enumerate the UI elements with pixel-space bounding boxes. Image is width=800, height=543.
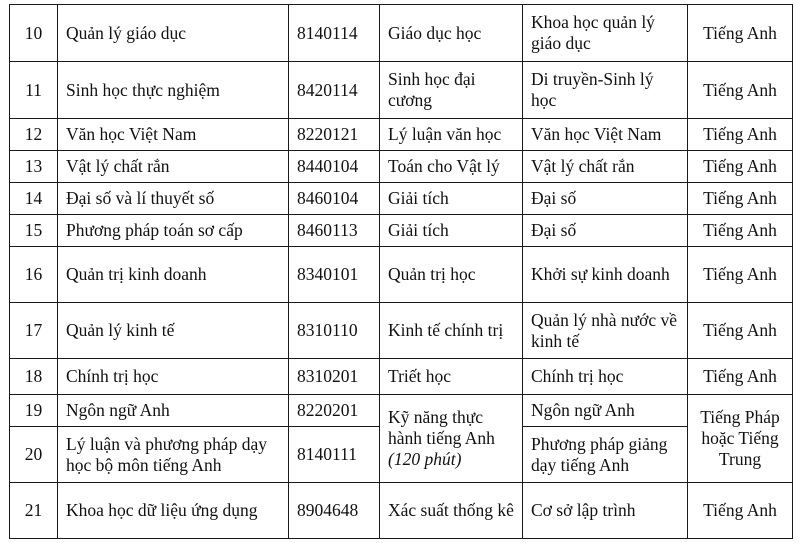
major-name: Văn học Việt Nam bbox=[58, 119, 289, 151]
basic-subject-merged bbox=[380, 395, 523, 483]
major-code: 8220121 bbox=[289, 119, 380, 151]
foreign-language-merged: Tiếng Pháp hoặc Tiếng Trung bbox=[688, 395, 793, 483]
major-code: 8904648 bbox=[289, 483, 380, 539]
major-name: Quản lý giáo dục bbox=[58, 5, 289, 62]
foreign-language: Tiếng Anh bbox=[688, 5, 793, 62]
major-name: Khoa học dữ liệu ứng dụng bbox=[58, 483, 289, 539]
basic-subject: Lý luận văn học bbox=[380, 119, 523, 151]
foreign-language: Tiếng Anh bbox=[688, 119, 793, 151]
table-row bbox=[10, 183, 793, 215]
row-number: 18 bbox=[10, 359, 58, 395]
major-name: Lý luận và phương pháp dạy học bộ môn tiếng Anh bbox=[58, 427, 289, 483]
specialized-subject: Chính trị học bbox=[523, 359, 688, 395]
table-row bbox=[10, 5, 793, 62]
row-number: 15 bbox=[10, 215, 58, 247]
table-row bbox=[10, 119, 793, 151]
major-code: 8460113 bbox=[289, 215, 380, 247]
foreign-language: Tiếng Anh bbox=[688, 359, 793, 395]
table-row bbox=[10, 359, 793, 395]
admission-subjects-table bbox=[9, 4, 793, 539]
major-code: 8460104 bbox=[289, 183, 380, 215]
basic-subject: Xác suất thống kê bbox=[380, 483, 523, 539]
basic-subject: Quản trị học bbox=[380, 247, 523, 303]
row-number: 10 bbox=[10, 5, 58, 62]
foreign-language: Tiếng Anh bbox=[688, 215, 793, 247]
row-number: 12 bbox=[10, 119, 58, 151]
basic-subject: Giải tích bbox=[380, 215, 523, 247]
specialized-subject: Cơ sở lập trình bbox=[523, 483, 688, 539]
major-code: 8340101 bbox=[289, 247, 380, 303]
basic-subject: Sinh học đại cương bbox=[380, 62, 523, 119]
major-name: Quản lý kinh tế bbox=[58, 303, 289, 359]
specialized-subject: Khoa học quản lý giáo dục bbox=[523, 5, 688, 62]
row-number: 17 bbox=[10, 303, 58, 359]
basic-subject-text: Kỹ năng thực hành tiếng Anh bbox=[388, 407, 495, 448]
major-code: 8220201 bbox=[289, 395, 380, 427]
major-name: Ngôn ngữ Anh bbox=[58, 395, 289, 427]
major-code: 8140114 bbox=[289, 5, 380, 62]
specialized-subject: Phương pháp giảng dạy tiếng Anh bbox=[523, 427, 688, 483]
major-code: 8310201 bbox=[289, 359, 380, 395]
specialized-subject: Đại số bbox=[523, 215, 688, 247]
row-number: 11 bbox=[10, 62, 58, 119]
specialized-subject: Quản lý nhà nước về kinh tế bbox=[523, 303, 688, 359]
foreign-language: Tiếng Anh bbox=[688, 183, 793, 215]
specialized-subject: Đại số bbox=[523, 183, 688, 215]
major-name: Chính trị học bbox=[58, 359, 289, 395]
major-name: Vật lý chất rắn bbox=[58, 151, 289, 183]
table-row bbox=[10, 215, 793, 247]
table-row bbox=[10, 62, 793, 119]
row-number: 21 bbox=[10, 483, 58, 539]
foreign-language: Tiếng Anh bbox=[688, 247, 793, 303]
foreign-language: Tiếng Anh bbox=[688, 483, 793, 539]
table-row bbox=[10, 303, 793, 359]
exam-duration-note: (120 phút) bbox=[388, 449, 462, 469]
basic-subject: Giáo dục học bbox=[380, 5, 523, 62]
basic-subject: Kinh tế chính trị bbox=[380, 303, 523, 359]
specialized-subject: Vật lý chất rắn bbox=[523, 151, 688, 183]
basic-subject: Triết học bbox=[380, 359, 523, 395]
row-number: 14 bbox=[10, 183, 58, 215]
major-name: Đại số và lí thuyết số bbox=[58, 183, 289, 215]
major-code: 8420114 bbox=[289, 62, 380, 119]
major-code: 8440104 bbox=[289, 151, 380, 183]
row-number: 13 bbox=[10, 151, 58, 183]
specialized-subject: Ngôn ngữ Anh bbox=[523, 395, 688, 427]
major-name: Sinh học thực nghiệm bbox=[58, 62, 289, 119]
major-code: 8310110 bbox=[289, 303, 380, 359]
major-name: Quản trị kinh doanh bbox=[58, 247, 289, 303]
major-code: 8140111 bbox=[289, 427, 380, 483]
specialized-subject: Di truyền-Sinh lý học bbox=[523, 62, 688, 119]
foreign-language: Tiếng Anh bbox=[688, 303, 793, 359]
table-row bbox=[10, 395, 793, 427]
foreign-language: Tiếng Anh bbox=[688, 62, 793, 119]
basic-subject: Giải tích bbox=[380, 183, 523, 215]
row-number: 20 bbox=[10, 427, 58, 483]
row-number: 16 bbox=[10, 247, 58, 303]
basic-subject: Toán cho Vật lý bbox=[380, 151, 523, 183]
table-row bbox=[10, 483, 793, 539]
specialized-subject: Văn học Việt Nam bbox=[523, 119, 688, 151]
foreign-language: Tiếng Anh bbox=[688, 151, 793, 183]
table-row bbox=[10, 247, 793, 303]
major-name: Phương pháp toán sơ cấp bbox=[58, 215, 289, 247]
row-number: 19 bbox=[10, 395, 58, 427]
specialized-subject: Khởi sự kinh doanh bbox=[523, 247, 688, 303]
table-row bbox=[10, 151, 793, 183]
